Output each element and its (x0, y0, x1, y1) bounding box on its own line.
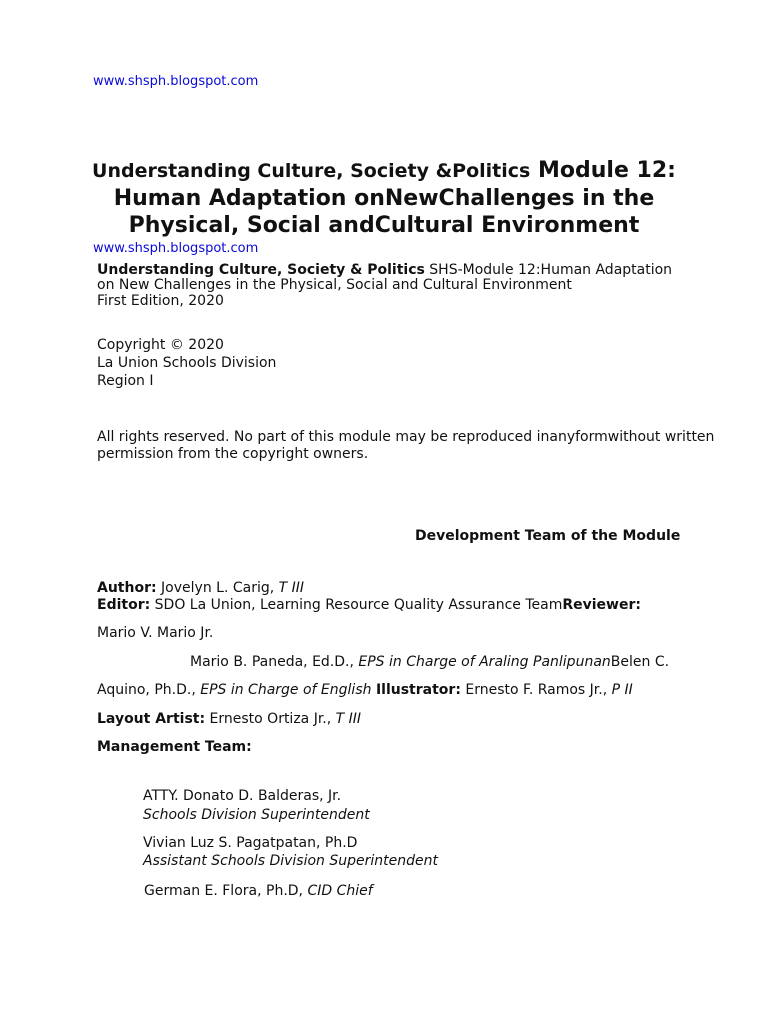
title-line-3: Physical, Social andCultural Environment (128, 213, 640, 238)
management-member-1-role: Schools Division Superintendent (143, 807, 370, 823)
illustrator-name: Ernesto F. Ramos Jr., (465, 682, 608, 698)
management-member-2-name: Vivian Luz S. Pagatpatan, Ph.D (143, 835, 358, 851)
sub-link[interactable]: www.shsph.blogspot.com (93, 241, 259, 256)
management-heading: Management Team: (97, 739, 252, 755)
editor-name: SDO La Union, Learning Resource Quality Assurance Team (154, 597, 563, 613)
reviewer-1: Mario V. Mario Jr. (97, 625, 214, 641)
editor-line (97, 597, 641, 614)
author-name: Jovelyn L. Carig, (161, 580, 275, 596)
book-info-line-2: on New Challenges in the Physical, Social and Cultural Environment (97, 277, 572, 293)
editor-label: Editor: (97, 597, 151, 613)
reviewer-2-name: Mario B. Paneda, Ed.D., (190, 654, 354, 670)
management-member-1-name: ATTY. Donato D. Balderas, Jr. (143, 788, 342, 804)
reviewer-label: Reviewer: (562, 597, 641, 613)
reviewer-3-name: Aquino, Ph.D., (97, 682, 196, 698)
author-line (97, 580, 304, 597)
module-title (0, 157, 768, 239)
copyright-line: Copyright © 2020 (97, 337, 224, 353)
header-link[interactable]: www.shsph.blogspot.com (93, 74, 259, 89)
rights-line-1: All rights reserved. No part of this module may be reproduced inanyformwithout written (97, 429, 715, 445)
reviewer-2-line (190, 654, 669, 671)
book-title: Understanding Culture, Society & Politics (97, 262, 425, 278)
reviewer-3-start: Belen C. (610, 654, 670, 670)
illustrator-label: Illustrator: (375, 682, 461, 698)
management-member-3-role: CID Chief (307, 883, 373, 899)
dev-team-heading: Development Team of the Module (415, 528, 681, 544)
title-line-1 (0, 157, 768, 185)
author-label: Author: (97, 580, 157, 596)
reviewer-2-role: EPS in Charge of Araling Panlipunan (358, 654, 611, 670)
title-module-number: Module 12: (538, 158, 676, 183)
reviewer-3-role: EPS in Charge of English (200, 682, 372, 698)
rights-line-2: permission from the copyright owners. (97, 446, 369, 462)
layout-label: Layout Artist: (97, 711, 206, 727)
edition: First Edition, 2020 (97, 293, 224, 309)
reviewer-3-line (97, 682, 633, 699)
illustrator-title: P II (611, 682, 633, 698)
region-line: Region I (97, 373, 154, 389)
layout-artist-line (97, 711, 361, 728)
division-line: La Union Schools Division (97, 355, 277, 371)
book-module: SHS-Module 12:Human Adaptation (429, 262, 673, 278)
management-member-3-name: German E. Flora, Ph.D, (144, 883, 303, 899)
management-member-3 (144, 883, 373, 900)
layout-name: Ernesto Ortiza Jr., (209, 711, 332, 727)
title-subject: Understanding Culture, Society &Politics (92, 160, 531, 182)
title-line-2: Human Adaptation onNewChallenges in the (113, 186, 655, 211)
management-member-2-role: Assistant Schools Division Superintendent (143, 853, 438, 869)
author-title: T III (278, 580, 305, 596)
layout-title: T III (335, 711, 362, 727)
